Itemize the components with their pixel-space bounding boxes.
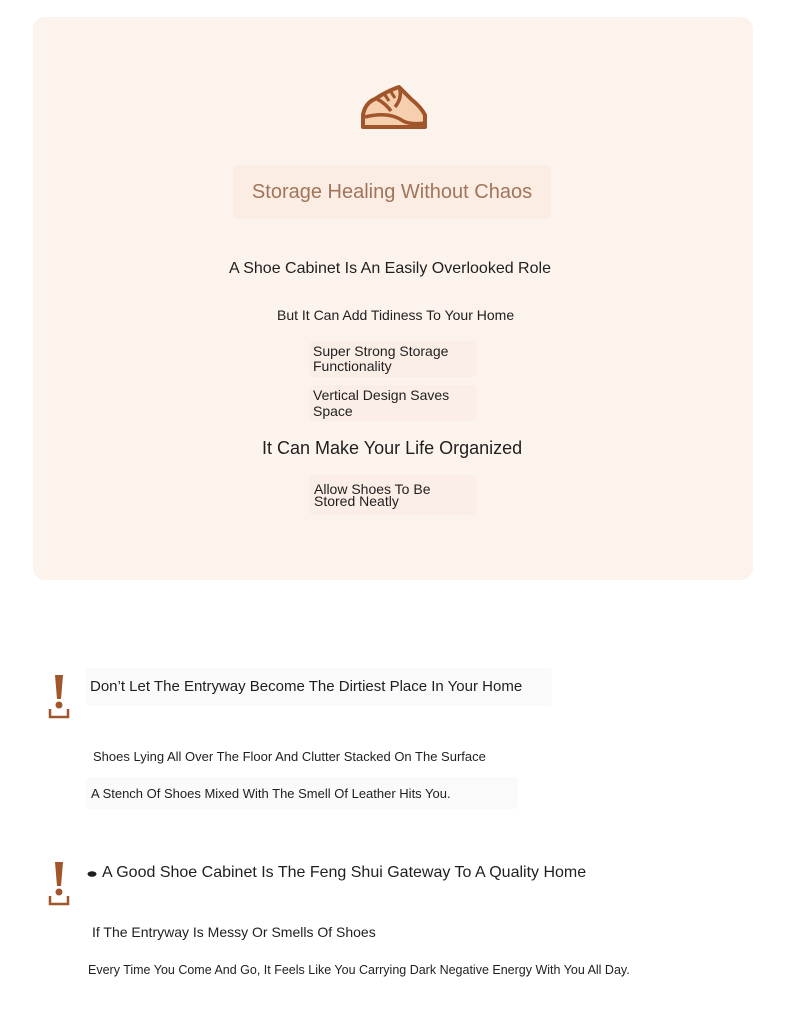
section2-heading: A Good Shoe Cabinet Is The Feng Shui Gateway To A Quality Home [102,864,587,881]
feature-neat-line-1: Allow Shoes To Be [314,481,431,497]
section1-heading: Don’t Let The Entryway Become The Dirtiest Place In Your Home [90,678,523,695]
feature-neat-line-2: Stored Neatly [314,493,399,509]
exclamation-icon [48,673,70,719]
section2-item-2: Every Time You Come And Go, It Feels Like You Carrying Dark Negative Energy With You All Day. [88,963,630,977]
exclamation-icon [48,860,70,906]
hero-card [33,17,753,580]
feature-storage-line-2: Functionality [313,358,392,374]
feature-chip-vertical [309,385,477,421]
hero-line-2: But It Can Add Tidiness To Your Home [277,307,515,323]
feature-vertical-line-1: Vertical Design Saves [313,387,450,403]
small-leaf-icon [87,870,97,878]
section1-item-1: Shoes Lying All Over The Floor And Clutter Stacked On The Surface [93,749,486,764]
hero-title-box [233,165,551,219]
section2-item-1: If The Entryway Is Messy Or Smells Of Shoes [92,924,376,940]
shoe-icon [359,81,429,135]
hero-line-1: A Shoe Cabinet Is An Easily Overlooked Role [229,260,551,277]
section1-item-2: A Stench Of Shoes Mixed With The Smell Of Leather Hits You. [91,786,451,801]
feature-storage-line-1: Super Strong Storage [313,343,449,359]
hero-title: Storage Healing Without Chaos [251,180,533,203]
feature-chip-storage [309,341,477,377]
hero-line-3: It Can Make Your Life Organized [262,438,523,458]
feature-vertical-line-2: Space [313,403,353,419]
feature-chip-neat [309,475,477,515]
